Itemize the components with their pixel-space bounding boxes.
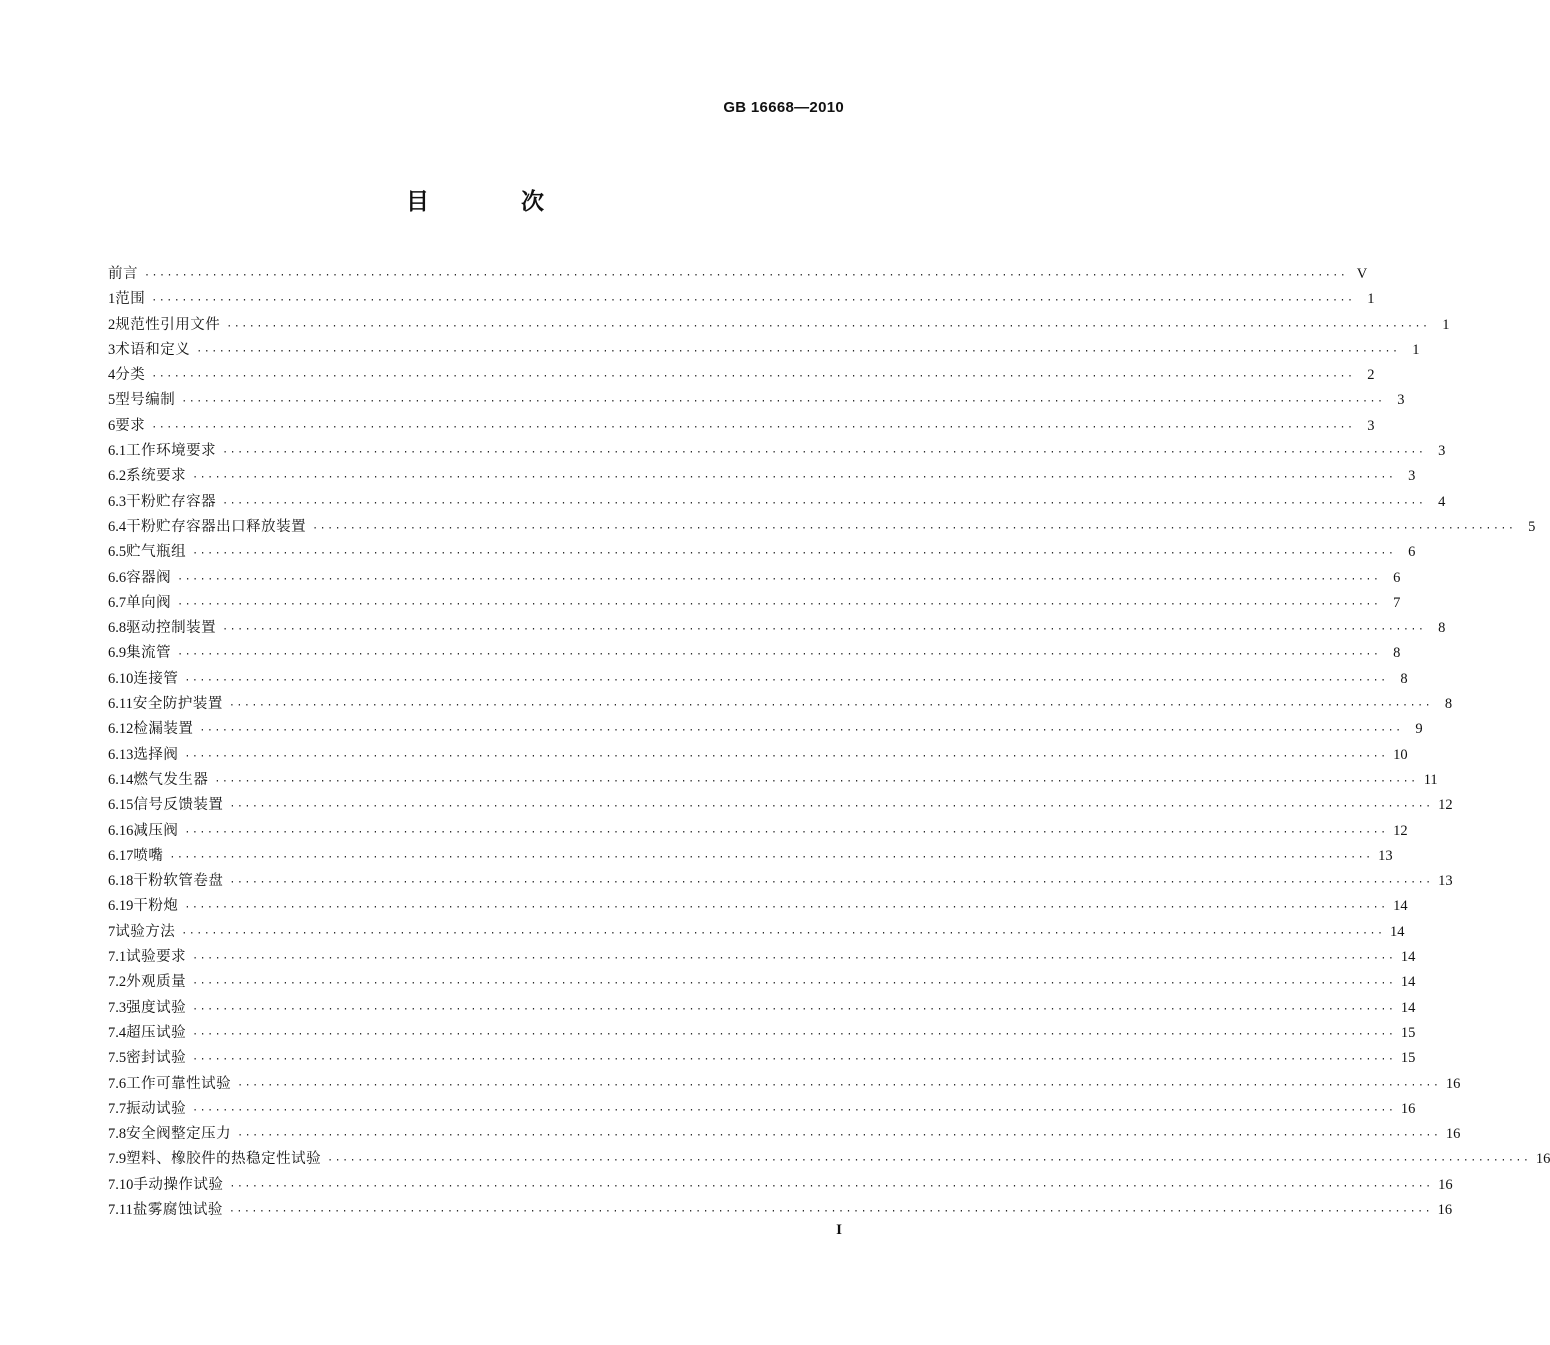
toc-entry-page: 13 xyxy=(1438,873,1453,890)
toc-entry-page: 6 xyxy=(1393,569,1401,586)
toc-entry-page: 1 xyxy=(1412,341,1420,358)
toc-leader-dots: ································································································································································ xyxy=(214,775,1418,787)
toc-entry-page: 16 xyxy=(1445,1075,1461,1092)
toc-leader-dots: ································································································································································ xyxy=(226,320,1430,332)
toc-leader-dots: ································································································································································ xyxy=(192,548,1396,560)
toc-entry-page: 14 xyxy=(1400,999,1416,1016)
toc-entry-page: 3 xyxy=(1408,468,1416,485)
toc-leader-dots: ································································································································································ xyxy=(177,649,1381,661)
toc-entry[interactable] xyxy=(108,819,1408,844)
toc-leader-dots: ································································································································································ xyxy=(144,270,1348,281)
toc-entry-label: 干粉贮存容器出口释放装置 xyxy=(126,518,307,535)
toc-entry[interactable] xyxy=(108,743,1408,768)
toc-entry[interactable] xyxy=(108,692,1453,717)
toc-entry-label: 驱动控制装置 xyxy=(126,620,217,637)
toc-entry-page: 14 xyxy=(1400,949,1416,966)
toc-leader-dots: ································································································································································ xyxy=(196,345,1400,357)
toc-entry-number: 6.15 xyxy=(108,797,134,814)
toc-entry[interactable] xyxy=(108,1097,1416,1122)
toc-leader-dots: ································································································································································ xyxy=(228,1205,1433,1217)
toc-entry-page: V xyxy=(1356,266,1368,282)
toc-entry[interactable] xyxy=(108,793,1453,818)
page-number: I xyxy=(836,1222,842,1238)
toc-entry-number: 6.3 xyxy=(108,493,127,510)
toc-entry-page: 8 xyxy=(1400,670,1408,687)
toc-entry-number: 6.10 xyxy=(108,670,134,687)
toc-entry-page: 16 xyxy=(1445,1126,1461,1143)
toc-entry[interactable] xyxy=(108,1147,1550,1172)
toc-entry-label: 选择阀 xyxy=(133,746,179,763)
toc-entry[interactable] xyxy=(108,439,1446,464)
toc-entry-label: 规范性引用文件 xyxy=(115,316,221,333)
toc-entry[interactable] xyxy=(108,717,1423,742)
toc-leader-dots: ································································································································································ xyxy=(222,497,1426,509)
toc-entry-number: 6.8 xyxy=(108,620,127,637)
toc-entry[interactable] xyxy=(108,262,1368,287)
toc-entry-page: 4 xyxy=(1438,493,1446,510)
toc-entry-label: 超压试验 xyxy=(126,1024,187,1041)
toc-leader-dots: ································································································································································ xyxy=(199,725,1403,737)
toc-entry-label: 外观质量 xyxy=(126,974,187,991)
toc-entry[interactable] xyxy=(108,996,1416,1021)
toc-leader-dots: ································································································································································ xyxy=(184,674,1388,686)
toc-entry-label: 单向阀 xyxy=(126,594,172,611)
toc-entry-label: 燃气发生器 xyxy=(133,771,209,788)
toc-leader-dots: ································································································································································ xyxy=(169,851,1373,863)
toc-leader-dots: ································································································································································ xyxy=(192,1028,1396,1040)
toc-entry-label: 干粉贮存容器 xyxy=(126,493,217,510)
toc-leader-dots: ································································································································································ xyxy=(327,1155,1531,1167)
toc-entry-number: 7 xyxy=(108,923,116,940)
toc-entry[interactable] xyxy=(108,869,1453,894)
toc-entry[interactable] xyxy=(108,540,1416,565)
standard-code: GB 16668—2010 xyxy=(723,99,844,116)
toc-entry-page: 7 xyxy=(1393,594,1401,611)
toc-entry-label: 集流管 xyxy=(126,645,172,662)
toc-entry-label: 安全防护装置 xyxy=(132,696,223,713)
toc-entry[interactable] xyxy=(108,945,1416,970)
toc-entry-page: 16 xyxy=(1438,1176,1453,1193)
toc-entry[interactable] xyxy=(108,844,1393,869)
toc-entry-number: 7.6 xyxy=(108,1075,127,1092)
toc-entry-page: 16 xyxy=(1400,1100,1416,1117)
toc-entry-number: 6.2 xyxy=(108,468,127,485)
toc-entry-number: 4 xyxy=(108,367,116,384)
toc-entry-number: 7.7 xyxy=(108,1100,127,1117)
toc-leader-dots: ································································································································································ xyxy=(181,396,1385,408)
toc-leader-dots: ································································································································································ xyxy=(177,598,1381,610)
toc-entry[interactable] xyxy=(108,1173,1453,1198)
toc-entry-number: 2 xyxy=(108,316,116,333)
toc-entry-number: 6.16 xyxy=(108,822,134,839)
toc-leader-dots: ································································································································································ xyxy=(237,1130,1441,1142)
toc-leader-dots: ································································································································································ xyxy=(192,1104,1396,1116)
toc-entry-label: 密封试验 xyxy=(126,1050,187,1067)
toc-entry-number: 7.5 xyxy=(108,1050,127,1067)
toc-entry-page: 14 xyxy=(1390,923,1405,940)
toc-entry[interactable] xyxy=(108,566,1401,591)
toc-leader-dots: ································································································································································ xyxy=(184,826,1388,838)
toc-entry[interactable] xyxy=(108,388,1405,413)
toc-entry-page: 2 xyxy=(1367,367,1375,384)
toc-entry-page: 15 xyxy=(1400,1024,1416,1041)
toc-leader-dots: ································································································································································ xyxy=(312,522,1516,534)
toc-entry-label: 贮气瓶组 xyxy=(126,544,187,561)
toc-leader-dots: ································································································································································ xyxy=(192,1054,1396,1066)
toc-entry-number: 6.12 xyxy=(108,721,134,738)
toc-entry[interactable] xyxy=(108,641,1401,666)
toc-entry-number: 6.9 xyxy=(108,645,127,662)
toc-entry-number: 7.11 xyxy=(108,1201,133,1218)
toc-leader-dots: ································································································································································ xyxy=(229,801,1433,813)
toc-entry[interactable] xyxy=(108,894,1408,919)
toc-entry-page: 11 xyxy=(1423,771,1438,788)
toc-entry[interactable] xyxy=(108,970,1416,995)
toc-leader-dots: ································································································································································ xyxy=(151,371,1355,383)
toc-entry[interactable] xyxy=(108,464,1416,489)
toc-entry[interactable] xyxy=(108,616,1446,641)
toc-entry-number: 6 xyxy=(108,417,116,434)
toc-entry[interactable] xyxy=(108,1198,1453,1223)
toc-entry-page: 8 xyxy=(1438,620,1446,637)
toc-entry-page: 1 xyxy=(1367,291,1375,308)
toc-entry-number: 6.5 xyxy=(108,544,127,561)
toc-entry-page: 3 xyxy=(1367,417,1375,434)
toc-entry-label: 工作环境要求 xyxy=(126,443,217,460)
toc-entry-label: 容器阀 xyxy=(126,569,172,586)
toc-entry[interactable] xyxy=(108,490,1446,515)
toc-leader-dots: ································································································································································ xyxy=(184,902,1388,914)
toc-leader-dots: ································································································································································ xyxy=(192,978,1396,990)
toc-entry-label: 工作可靠性试验 xyxy=(126,1075,232,1092)
toc-entry-page: 6 xyxy=(1408,544,1416,561)
toc-entry-number: 6.13 xyxy=(108,746,134,763)
toc-entry-label: 盐雾腐蚀试验 xyxy=(132,1201,223,1218)
toc-leader-dots: ································································································································································ xyxy=(228,700,1433,712)
toc-entry[interactable] xyxy=(108,1122,1461,1147)
table-of-contents xyxy=(108,262,1550,1223)
toc-entry-number: 7.9 xyxy=(108,1151,127,1168)
toc-leader-dots: ································································································································································ xyxy=(222,447,1426,459)
toc-entry-label: 安全阀整定压力 xyxy=(126,1126,232,1143)
toc-entry-page: 9 xyxy=(1415,721,1423,738)
toc-entry[interactable] xyxy=(108,515,1536,540)
toc-entry-page: 15 xyxy=(1400,1050,1416,1067)
toc-entry-number: 7.4 xyxy=(108,1024,127,1041)
page-title: 目 次 xyxy=(405,189,586,215)
toc-entry-page: 3 xyxy=(1438,443,1446,460)
toc-entry-page: 10 xyxy=(1393,746,1408,763)
toc-entry-label: 型号编制 xyxy=(115,392,176,409)
toc-entry-number: 6.19 xyxy=(108,898,134,915)
toc-entry-label: 试验要求 xyxy=(126,949,187,966)
toc-leader-dots: ································································································································································ xyxy=(181,927,1385,939)
toc-entry-page: 14 xyxy=(1393,898,1408,915)
toc-entry-label: 前言 xyxy=(108,266,138,282)
toc-entry-label: 术语和定义 xyxy=(115,341,191,358)
toc-leader-dots: ································································································································································ xyxy=(151,421,1355,433)
toc-entry-page: 16 xyxy=(1535,1151,1550,1168)
toc-entry[interactable] xyxy=(108,1046,1416,1071)
toc-entry-page: 3 xyxy=(1397,392,1405,409)
toc-entry-number: 5 xyxy=(108,392,116,409)
toc-entry-number: 7.1 xyxy=(108,949,127,966)
toc-leader-dots: ································································································································································ xyxy=(192,1003,1396,1015)
toc-entry-page: 8 xyxy=(1393,645,1401,662)
toc-entry[interactable] xyxy=(108,414,1375,439)
toc-entry-page: 16 xyxy=(1437,1201,1453,1218)
toc-leader-dots: ································································································································································ xyxy=(229,877,1433,889)
toc-entry-page: 8 xyxy=(1444,696,1453,713)
toc-leader-dots: ································································································································································ xyxy=(229,1180,1433,1192)
toc-entry-page: 14 xyxy=(1400,974,1416,991)
toc-entry-number: 7.8 xyxy=(108,1126,127,1143)
toc-entry-label: 连接管 xyxy=(133,670,179,687)
toc-entry-number: 6.11 xyxy=(108,696,133,713)
toc-entry[interactable] xyxy=(108,1021,1416,1046)
toc-entry-label: 范围 xyxy=(115,291,146,308)
toc-entry-number: 6.4 xyxy=(108,518,127,535)
toc-entry-label: 振动试验 xyxy=(126,1100,187,1117)
toc-entry-label: 喷嘴 xyxy=(133,847,164,864)
toc-entry-page: 12 xyxy=(1393,822,1408,839)
toc-entry-label: 手动操作试验 xyxy=(133,1176,224,1193)
toc-leader-dots: ································································································································································ xyxy=(222,624,1426,636)
toc-entry-label: 减压阀 xyxy=(133,822,179,839)
toc-entry-number: 6.14 xyxy=(108,771,134,788)
toc-entry-label: 检漏装置 xyxy=(133,721,194,738)
toc-entry[interactable] xyxy=(108,768,1438,793)
toc-entry-number: 6.1 xyxy=(108,443,127,460)
toc-entry[interactable] xyxy=(108,667,1408,692)
toc-entry-page: 5 xyxy=(1528,518,1536,535)
toc-entry[interactable] xyxy=(108,1072,1461,1097)
toc-entry-label: 干粉软管卷盘 xyxy=(133,873,224,890)
toc-entry-number: 6.18 xyxy=(108,873,134,890)
toc-leader-dots: ································································································································································ xyxy=(177,573,1381,585)
toc-entry[interactable] xyxy=(108,287,1375,312)
toc-entry-page: 13 xyxy=(1378,847,1393,864)
toc-leader-dots: ································································································································································ xyxy=(192,953,1396,965)
toc-entry-label: 强度试验 xyxy=(126,999,187,1016)
toc-leader-dots: ································································································································································ xyxy=(184,750,1388,762)
toc-entry-number: 1 xyxy=(108,291,116,308)
toc-entry-number: 6.17 xyxy=(108,847,134,864)
toc-entry[interactable] xyxy=(108,591,1401,616)
toc-entry-number: 6.7 xyxy=(108,594,127,611)
toc-entry[interactable] xyxy=(108,363,1375,388)
toc-entry-label: 要求 xyxy=(115,417,146,434)
toc-entry-page: 1 xyxy=(1442,316,1450,333)
toc-entry-page: 12 xyxy=(1438,797,1453,814)
toc-entry-label: 塑料、橡胶件的热稳定性试验 xyxy=(126,1151,322,1168)
toc-entry[interactable] xyxy=(108,338,1420,363)
toc-entry[interactable] xyxy=(108,920,1405,945)
toc-entry-label: 试验方法 xyxy=(115,923,176,940)
toc-leader-dots: ································································································································································ xyxy=(237,1079,1441,1091)
toc-entry-number: 3 xyxy=(108,341,116,358)
toc-entry-number: 7.3 xyxy=(108,999,127,1016)
toc-entry-number: 6.6 xyxy=(108,569,127,586)
toc-entry[interactable] xyxy=(108,313,1450,338)
toc-entry-number: 7.10 xyxy=(108,1176,134,1193)
toc-entry-label: 干粉炮 xyxy=(133,898,179,915)
toc-entry-label: 系统要求 xyxy=(126,468,187,485)
toc-entry-number: 7.2 xyxy=(108,974,127,991)
toc-leader-dots: ································································································································································ xyxy=(192,472,1396,484)
toc-leader-dots: ································································································································································ xyxy=(151,295,1355,307)
toc-entry-label: 信号反馈装置 xyxy=(133,797,224,814)
toc-entry-label: 分类 xyxy=(115,367,146,384)
